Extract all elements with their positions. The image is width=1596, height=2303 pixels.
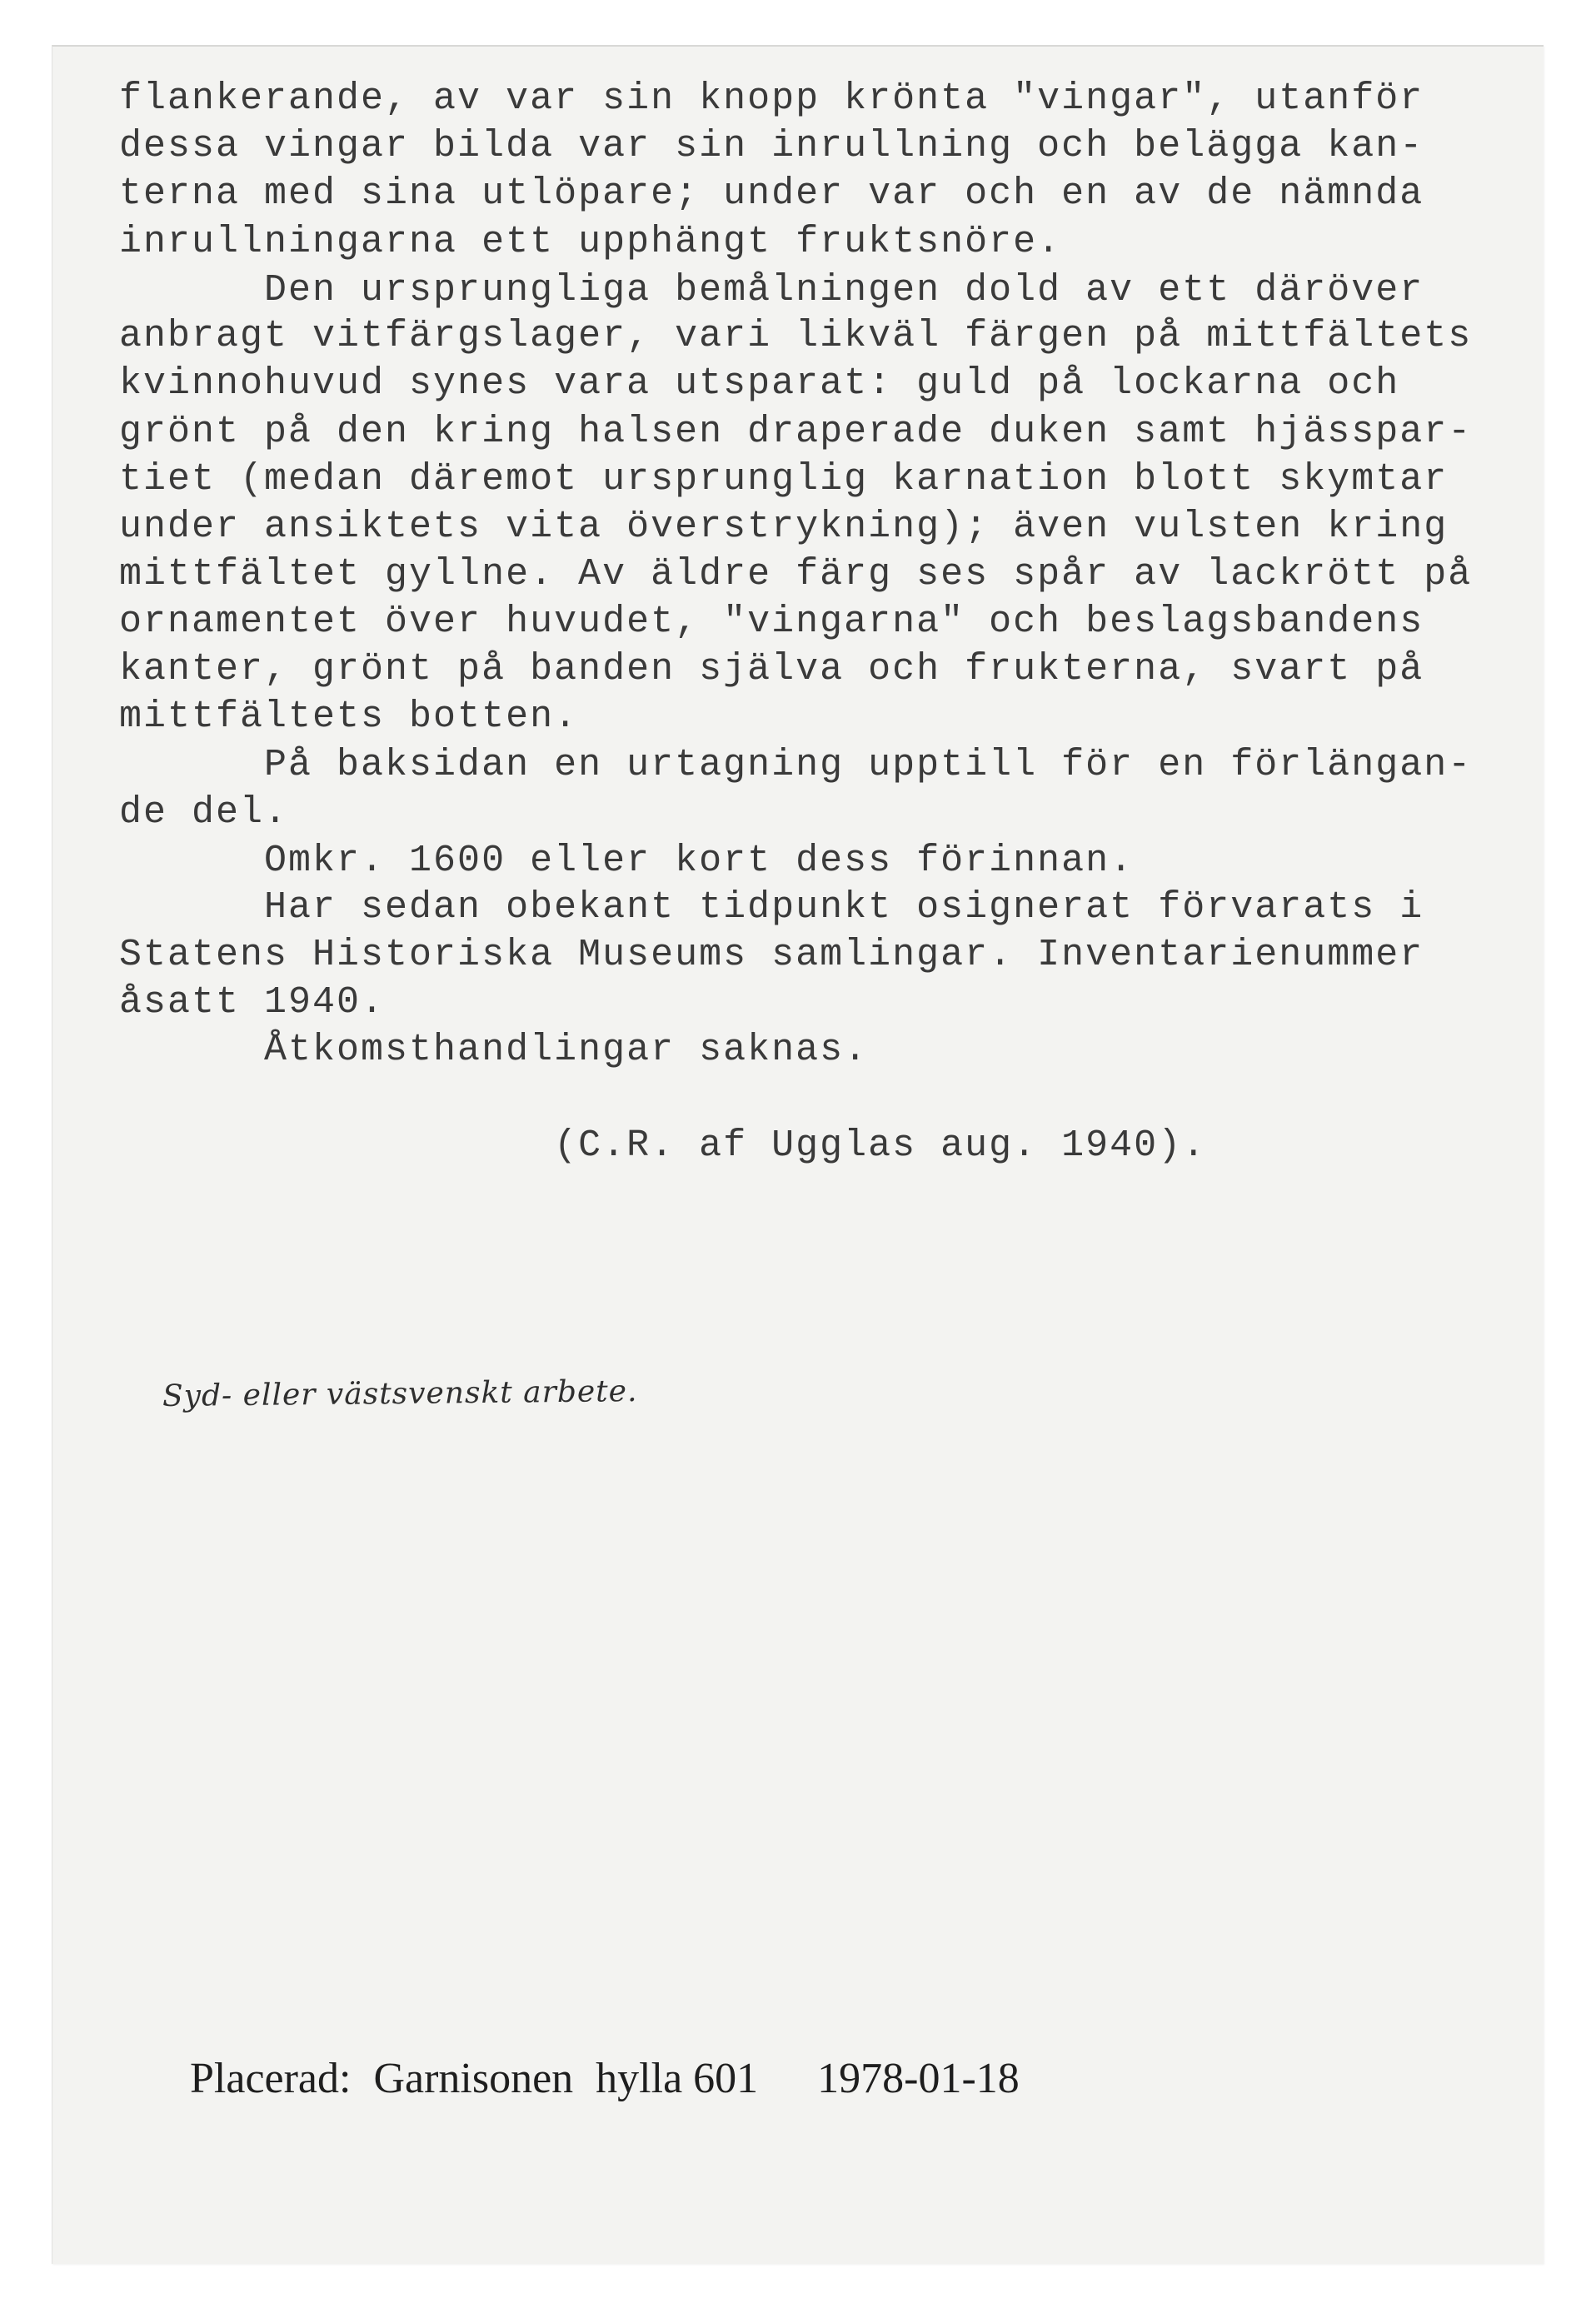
text-line: Har sedan obekant tidpunkt osignerat förvarats i [119, 886, 1424, 929]
placement-label: Placerad: [190, 2055, 352, 2102]
text-line: under ansiktets vita överstrykning); även vulsten kring [119, 506, 1449, 548]
handwritten-note: Syd- eller västsvenskt arbete. [162, 1374, 638, 1413]
text-line: dessa vingar bilda var sin inrullning och belägga kan- [119, 125, 1424, 167]
text-line: Åtkomsthandlingar saknas. [119, 1029, 869, 1071]
text-line: grönt på den kring halsen draperade duken samt hjässpar- [119, 411, 1473, 453]
placement-location: Garnisonen [373, 2055, 574, 2102]
text-line: flankerande, av var sin knopp krönta "vingar", utanför [119, 77, 1424, 120]
text-line: åsatt 1940. [119, 981, 386, 1024]
text-line: ornamentet över huvudet, "vingarna" och beslagsbandens [119, 601, 1424, 643]
text-line: kanter, grönt på banden själva och frukterna, svart på [119, 648, 1424, 690]
text-line: mittfältet gyllne. Av äldre färg ses spår av lackrött på [119, 553, 1473, 596]
text-line: kvinnohuvud synes vara utsparat: guld på lockarna och [119, 362, 1400, 405]
text-line: anbragt vitfärgslager, vari likväl färgen på mittfältets [119, 315, 1473, 357]
placement-shelf: hylla 601 [596, 2055, 759, 2102]
text-line: På baksidan en urtagning upptill för en förlängan- [119, 744, 1473, 786]
text-line: inrullningarna ett upphängt fruktsnöre. [119, 221, 1062, 263]
text-line: de del. [119, 791, 289, 834]
placement-date: 1978-01-18 [817, 2055, 1020, 2102]
signature-line: (C.R. af Ugglas aug. 1940). [119, 1124, 1207, 1167]
archive-card [52, 45, 1544, 2264]
text-line: terna med sina utlöpare; under var och en av de nämnda [119, 172, 1424, 215]
text-line: Statens Historiska Museums samlingar. Inventarienummer [119, 934, 1424, 976]
text-line: mittfältets botten. [119, 695, 579, 738]
text-line: Omkr. 1600 eller kort dess förinnan. [119, 840, 1135, 882]
text-line: tiet (medan däremot ursprunglig karnation blott skymtar [119, 458, 1449, 501]
placement-line [190, 2057, 1020, 2101]
text-line: Den ursprungliga bemålningen dold av ett däröver [119, 269, 1424, 312]
